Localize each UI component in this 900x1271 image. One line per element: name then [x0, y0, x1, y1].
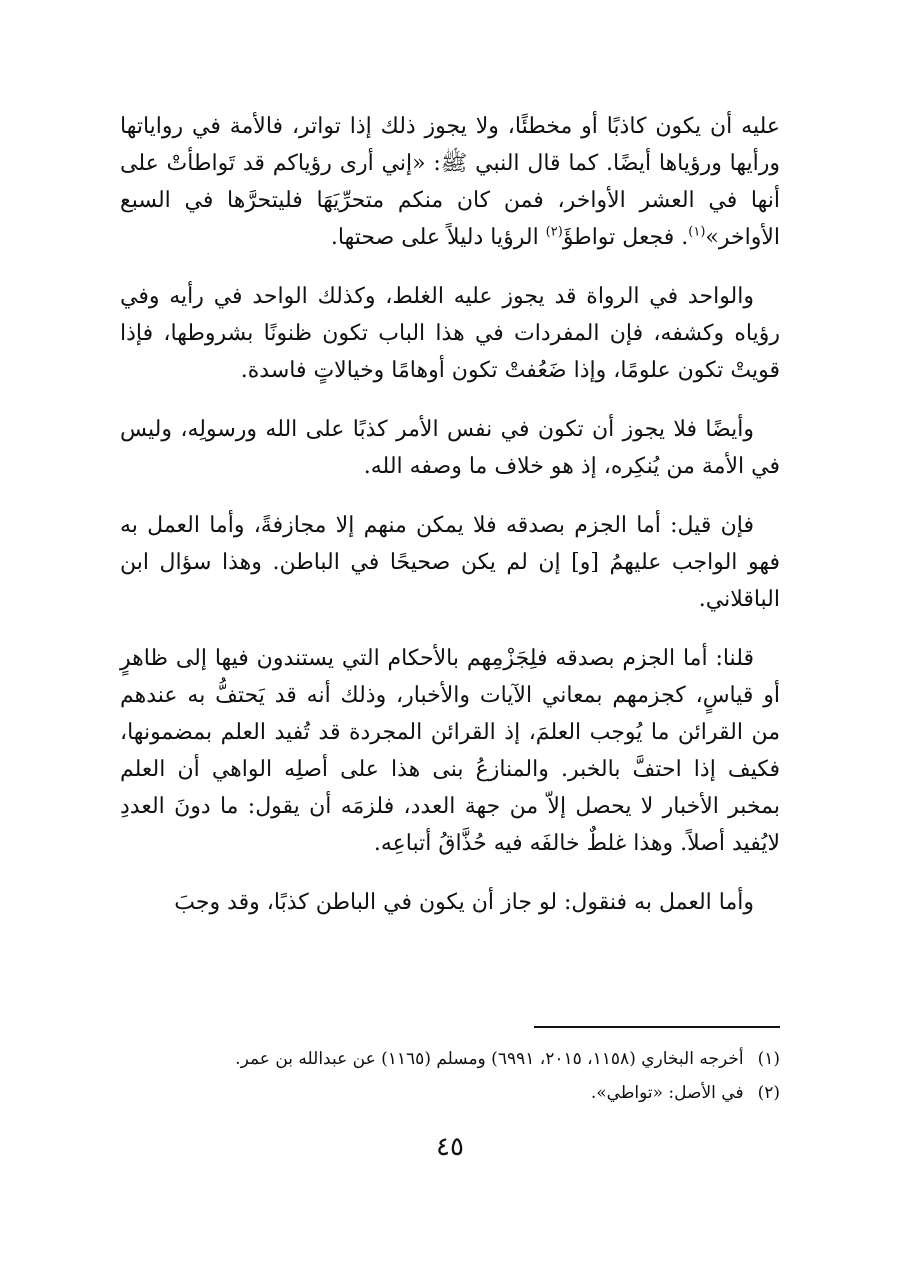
paragraph-1 — [120, 108, 780, 256]
footnote-text: في الأصل: «تواطي». — [590, 1083, 744, 1103]
main-text — [120, 108, 780, 943]
paragraph-6: وأما العمل به فنقول: لو جاز أن يكون في الباطن كذبًا، وقد وجبَ — [174, 890, 754, 915]
footnote-ref-2[interactable]: (٢) — [545, 224, 563, 240]
footnote-number: (٢) — [757, 1083, 780, 1103]
footnotes — [120, 1042, 780, 1110]
paragraph-2: والواحد في الرواة قد يجوز عليه الغلط، وكذلك الواحد في رأيه وفي رؤياه وكشفه، فإن المفردات في هذا الباب تكون ظنونًا بشروطها، فإذا قويتْ تكون علومًا، وإذا ضَعُفتْ تكون أوهامًا وخيالاتٍ فاسدة. — [120, 284, 780, 383]
paragraph-1-part-b: . فجعل تواطؤَ — [562, 225, 689, 250]
page-number: ٤٥ — [436, 1132, 464, 1162]
paragraph-3: وأيضًا فلا يجوز أن تكون في نفس الأمر كذبًا على الله ورسولِه، وليس في الأمة من يُنكِره، إذ هو خلاف ما وصفه الله. — [120, 417, 780, 479]
paragraph-1-part-c: الرؤيا دليلاً على صحتها. — [330, 225, 546, 250]
footnote-1 — [120, 1042, 780, 1076]
paragraph-5: قلنا: أما الجزم بصدقه فلِجَزْمِهم بالأحكام التي يستندون فيها إلى ظاهرٍ أو قياسٍ، كجزمهم بمعاني الآيات والأخبار، وذلك أنه قد يَحتفُّ به عندهم من القرائن ما يُوجب العلمَ، إذ القرائن المجردة قد تُفيد العلم بمضمونها، فكيف إذا احتفَّ بالخبر. والمنازعُ بنى هذا على أصلِه الواهي أن العلم بمخبر الأخبار لا يحصل إلاّ من جهة العدد، فلزمَه أن يقول: ما دونَ العددِ لايُفيد أصلاً. وهذا غلطٌ خالفَه فيه حُذَّاقُ أتباعِه. — [120, 646, 780, 856]
footnote-number: (١) — [757, 1049, 780, 1069]
footnote-2 — [120, 1076, 780, 1110]
footnote-separator — [534, 1026, 780, 1028]
footnote-text: أخرجه البخاري (١١٥٨، ٢٠١٥، ٦٩٩١) ومسلم (١١٦٥) عن عبدالله بن عمر. — [235, 1049, 744, 1069]
paragraph-1-part-a: عليه أن يكون كاذبًا أو مخطئًا، ولا يجوز ذلك إذا تواتر، فالأمة في رواياتها ورأيها ورؤياها أيضًا. كما قال النبي ﷺ: «إني أرى رؤياكم قد تَواطأتْ على أنها في العشر الأواخر، فمن كان منكم متحرِّيَهَا فليتحرَّها في السبع الأواخر» — [120, 114, 780, 250]
paragraph-4: فإن قيل: أما الجزم بصدقه فلا يمكن منهم إلا مجازفةً، وأما العمل به فهو الواجب عليهمُ [و] إن لم يكن صحيحًا في الباطن. وهذا سؤال ابن الباقلاني. — [120, 513, 780, 612]
footnote-ref-1[interactable]: (١) — [688, 224, 706, 240]
